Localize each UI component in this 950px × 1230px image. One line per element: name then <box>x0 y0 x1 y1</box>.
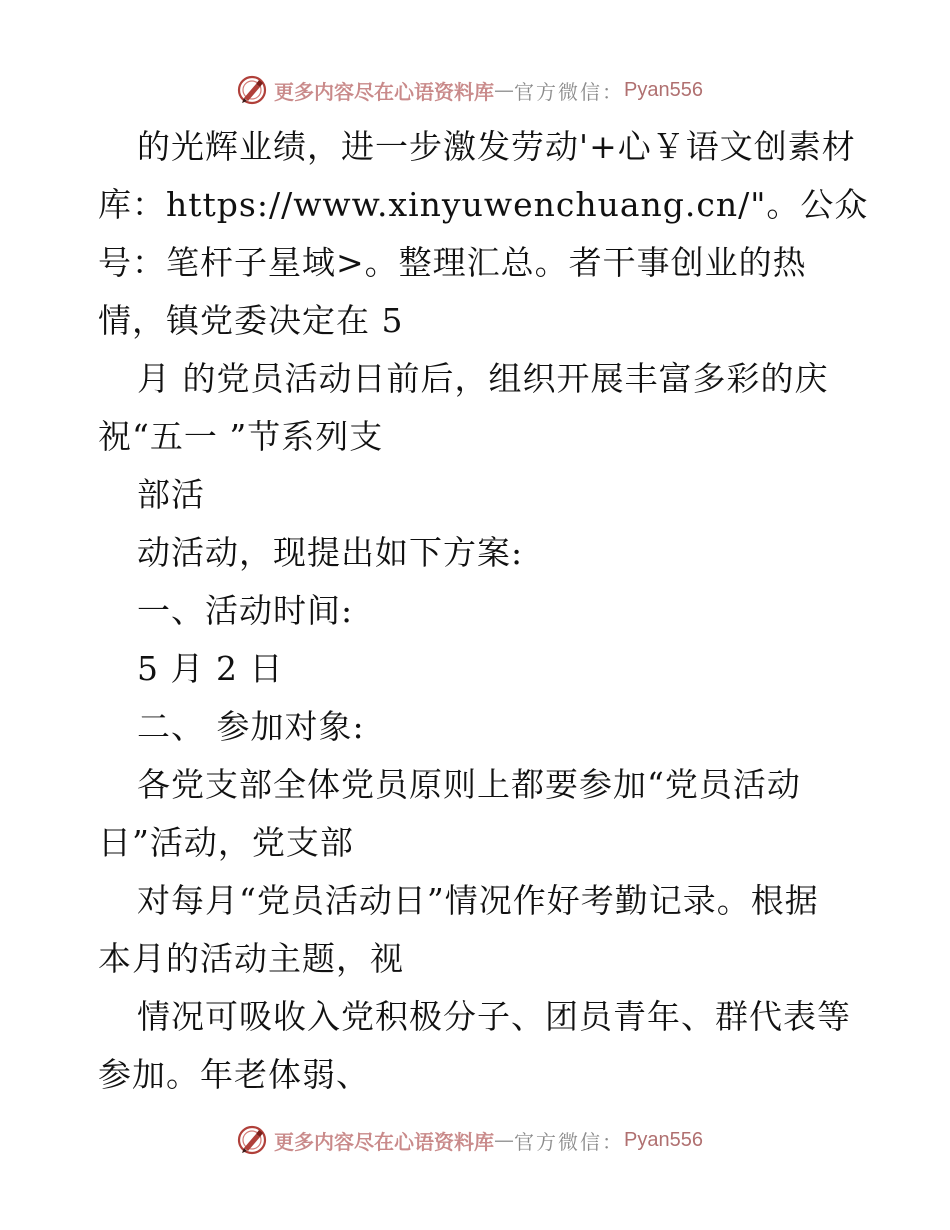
body-line: 动活动，现提出如下方案: <box>137 533 524 572</box>
banner-wechat-label: 官方微信： <box>514 1129 624 1154</box>
banner-wechat-label: 官方微信： <box>514 79 624 104</box>
header-banner <box>236 73 703 107</box>
banner-dash: — <box>494 78 514 102</box>
banner-wechat-id: Pyan556 <box>624 1128 703 1151</box>
body-line: 参加。年老体弱、 <box>98 1055 370 1094</box>
body-line: 日”活动，党支部 <box>98 823 354 862</box>
body-line: 的光辉业绩，进一步激发劳动'+心￥语文创素材 <box>137 127 856 166</box>
body-line: 对每月“党员活动日”情况作好考勤记录。根据 <box>137 881 819 920</box>
body-line: 库：https://www.xinyuwenchuang.cn/"。公众 <box>98 185 869 224</box>
body-line: 月 的党员活动日前后，组织开展丰富多彩的庆 <box>137 359 829 398</box>
banner-dash: — <box>494 1128 514 1152</box>
banner-main-text: 更多内容尽在心语资料库 <box>274 79 494 104</box>
section-heading: 二、 参加对象: <box>137 707 365 746</box>
body-line: 本月的活动主题，视 <box>98 939 404 978</box>
pen-in-circle-logo-icon <box>236 74 268 106</box>
body-line: 情况可吸收入党积极分子、团员青年、群代表等 <box>137 997 851 1036</box>
section-heading: 一、活动时间: <box>137 591 354 630</box>
banner-wechat-id: Pyan556 <box>624 78 703 101</box>
body-line: 5 月 2 日 <box>137 649 284 688</box>
footer-banner <box>236 1123 703 1157</box>
body-line: 号：笔杆子星域>。整理汇总。者干事创业的热 <box>98 243 807 282</box>
body-line: 部活 <box>137 475 205 514</box>
body-line: 各党支部全体党员原则上都要参加“党员活动 <box>137 765 801 804</box>
banner-main-text: 更多内容尽在心语资料库 <box>274 1129 494 1154</box>
body-line: 祝“五一 ”节系列支 <box>98 417 384 456</box>
pen-in-circle-logo-icon <box>236 1124 268 1156</box>
body-line: 情，镇党委决定在 5 <box>98 301 404 340</box>
